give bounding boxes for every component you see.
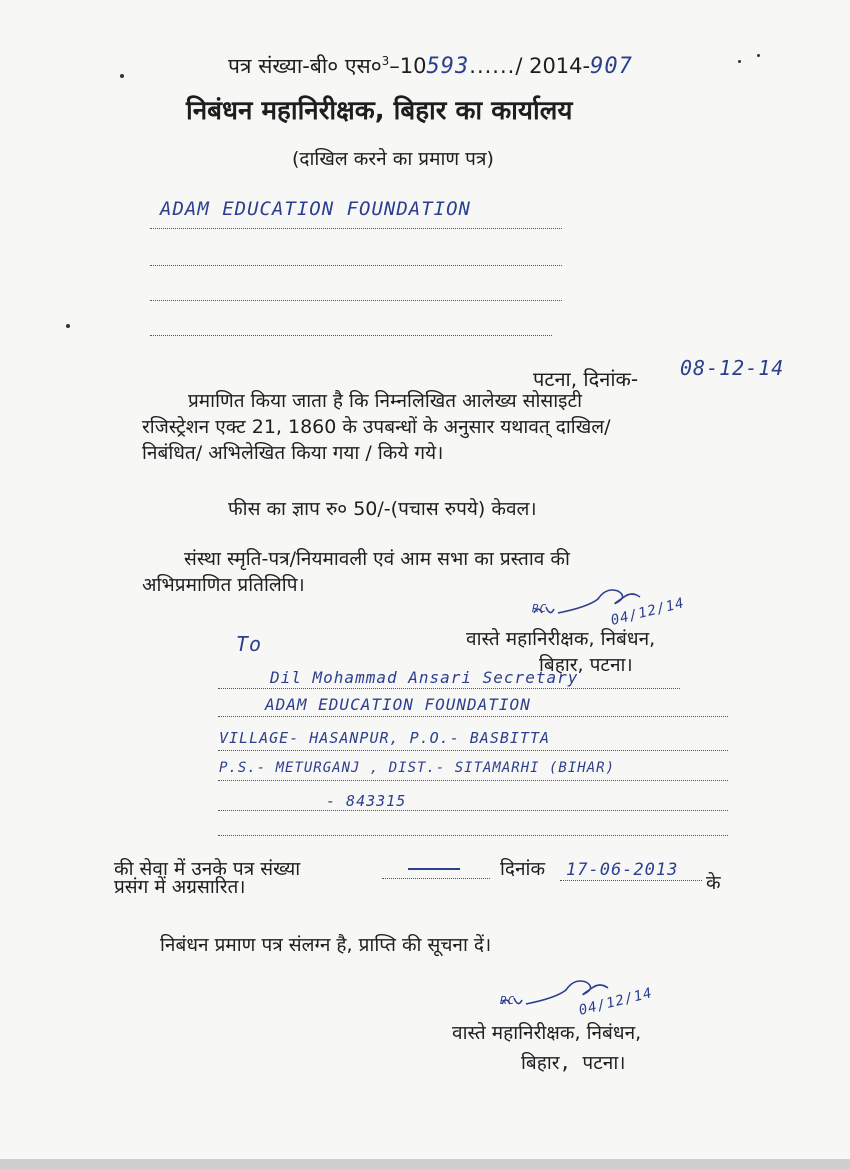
certificate-label: (दाखिल करने का प्रमाण पत्र)	[292, 148, 494, 170]
dotted-line	[150, 228, 562, 229]
enclosure-text: निबंधन प्रमाण पत्र संलग्न है, प्राप्ति की सूचना दें।	[160, 934, 492, 956]
forward-date: 17-06-2013	[566, 860, 679, 880]
addressee-name: Dil Mohammad Ansari Secretary	[270, 668, 579, 687]
signature-1-date: 04/12/14	[609, 595, 687, 629]
addressee-district: P.S.- METURGANJ , DIST.- SITAMARHI (BIHAR)	[219, 760, 616, 776]
signature-2-initials: RC	[500, 994, 516, 1007]
dotted-line	[150, 335, 552, 336]
certification-line-1: प्रमाणित किया जाता है कि निम्नलिखित आलेख्य सोसाइटी	[188, 390, 582, 412]
dotted-line	[218, 810, 728, 811]
scan-speck	[757, 54, 760, 57]
society-name: ADAM EDUCATION FOUNDATION	[160, 198, 471, 220]
forward-line-2: प्रसंग में अग्रसारित।	[114, 876, 246, 898]
signature-2-place: बिहार, पटना।	[521, 1052, 626, 1074]
certification-line-3: निबंधित/ अभिलेखित किया गया / किये गये।	[142, 442, 444, 464]
ref-hand-number: 593	[426, 54, 470, 79]
dotted-line	[218, 688, 680, 689]
enclosure-desc-line-1: संस्था स्मृति-पत्र/नियमावली एवं आम सभा का प्रस्ताव की	[184, 548, 570, 570]
ref-year: / 2014-	[515, 54, 591, 78]
ref-superscript: 3	[381, 54, 390, 68]
fee-line: फीस का ज्ञाप रु० 50/-(पचास रुपये) केवल।	[228, 498, 537, 520]
signature-1-designation: वास्ते महानिरीक्षक, निबंधन,	[466, 628, 656, 650]
forward-prefix: की सेवा में उनके पत्र संख्या	[114, 858, 301, 880]
dotted-line	[218, 780, 728, 781]
dotted-line	[150, 300, 562, 301]
dotted-line	[560, 880, 702, 881]
scan-speck	[66, 324, 70, 328]
reference-number: पत्र संख्या-बी० $एस०^3-10593....../$ 2014-907	[228, 54, 633, 79]
ref-prefix: पत्र संख्या-बी० एस०	[228, 54, 382, 78]
addressee-organization: ADAM EDUCATION FOUNDATION	[265, 695, 531, 714]
signature-1-initials: RC	[532, 602, 548, 615]
forward-suffix: के	[706, 872, 721, 894]
enclosure-desc-line-2: अभिप्रमाणित प्रतिलिपि।	[142, 574, 305, 596]
scan-bottom-edge	[0, 1159, 850, 1169]
addressee-village: VILLAGE- HASANPUR, P.O.- BASBITTA	[219, 729, 551, 747]
ref-dash-no: –10	[389, 54, 427, 78]
signature-2-designation: वास्ते महानिरीक्षक, निबंधन,	[452, 1022, 642, 1044]
ref-hand-suffix: 907	[590, 54, 633, 79]
issue-date: 08-12-14	[680, 356, 785, 380]
dotted-line	[218, 750, 728, 751]
addressee-pincode: - 843315	[326, 792, 407, 810]
dotted-line	[382, 878, 490, 879]
dotted-line	[218, 835, 728, 836]
signature-2-date: 04/12/14	[577, 985, 655, 1019]
address-to: To	[236, 632, 263, 656]
signature-1-place: बिहार, पटना।	[539, 654, 633, 676]
dotted-line	[150, 265, 562, 266]
place-date-label: पटना, दिनांक-	[533, 367, 639, 391]
scan-speck	[120, 74, 124, 78]
certification-line-2: रजिस्ट्रेशन एक्ट 21, 1860 के उपबन्धों के अनुसार यथावत् दाखिल/	[142, 416, 611, 438]
forward-date-label: दिनांक	[500, 858, 546, 880]
letter-number-dash	[408, 868, 460, 870]
office-title: निबंधन महानिरीक्षक, बिहार का कार्यालय	[186, 96, 573, 126]
dotted-line	[218, 716, 728, 717]
scan-speck	[738, 60, 741, 63]
